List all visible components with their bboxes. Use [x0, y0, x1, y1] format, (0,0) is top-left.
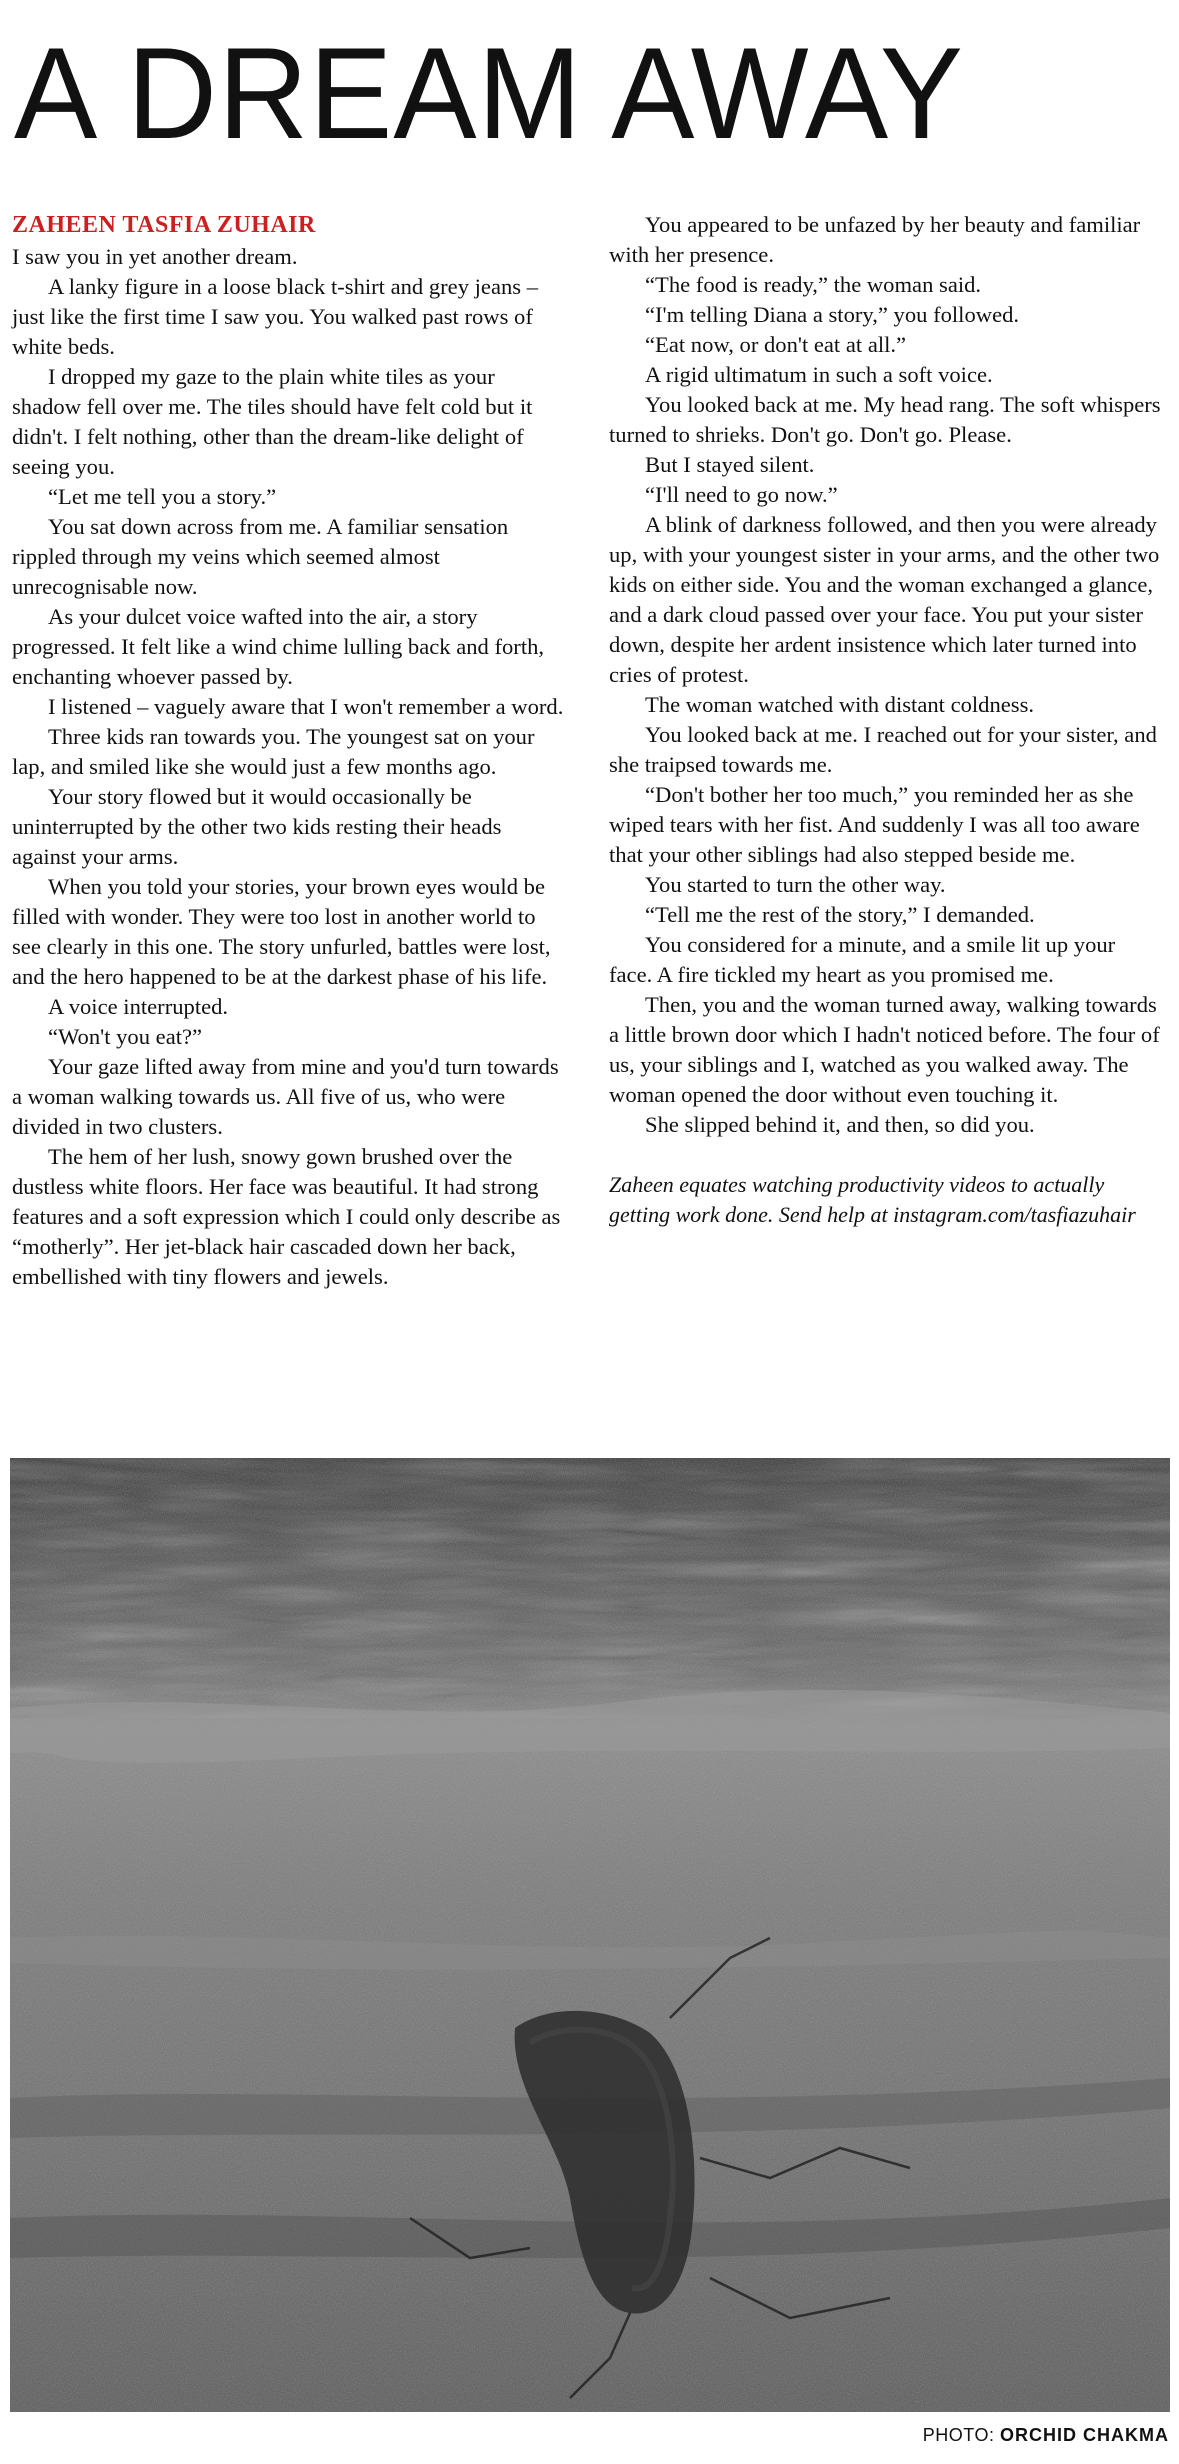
paragraph: Your gaze lifted away from mine and you'd turn towards a woman walking towards us. All five of us, who were divided in two clusters. [12, 1054, 559, 1139]
paragraph: “Won't you eat?” [48, 1024, 203, 1049]
paragraph: A lanky figure in a loose black t-shirt and grey jeans – just like the first time I saw you. You walked past rows of white beds. [12, 274, 539, 359]
paragraph: “Let me tell you a story.” [48, 484, 277, 509]
photo-credit [923, 2425, 1169, 2446]
paragraph: You looked back at me. I reached out for your sister, and she traipsed towards me. [609, 722, 1157, 777]
footprint-in-sand-image [10, 1458, 1170, 2412]
paragraph: I saw you in yet another dream. [12, 244, 298, 269]
byline: ZAHEEN TASFIA ZUHAIR [12, 212, 316, 238]
beach-footprint-photo [10, 1458, 1170, 2412]
paragraph: “Don't bother her too much,” you reminded her as she wiped tears with her fist. And suddenly I was all too aware that your other siblings had also stepped beside me. [609, 782, 1140, 867]
paragraph: You sat down across from me. A familiar sensation rippled through my veins which seemed almost unrecognisable now. [12, 514, 509, 599]
paragraph: I dropped my gaze to the plain white tiles as your shadow fell over me. The tiles should have felt cold but it didn't. I felt nothing, other than the dream-like delight of seeing you. [12, 364, 533, 479]
paragraph: Three kids ran towards you. The youngest sat on your lap, and smiled like she would just a few months ago. [12, 724, 535, 779]
paragraph: As your dulcet voice wafted into the air, a story progressed. It felt like a wind chime lulling back and forth, enchanting whoever passed by. [12, 604, 545, 689]
paragraph: “I'm telling Diana a story,” you followed. [645, 302, 1020, 327]
paragraph: Then, you and the woman turned away, walking towards a little brown door which I hadn't noticed before. The four of us, your siblings and I, watched as you walked away. The woman opened the door without even touching it. [609, 992, 1160, 1107]
paragraph: Your story flowed but it would occasionally be uninterrupted by the other two kids resting their heads against your arms. [12, 784, 502, 869]
paragraph: When you told your stories, your brown eyes would be filled with wonder. They were too lost in another world to see clearly in this one. The story unfurled, battles were lost, and the hero happened to be at the darkest phase of his life. [12, 874, 551, 989]
paragraph: A voice interrupted. [48, 994, 229, 1019]
paragraph: You appeared to be unfazed by her beauty and familiar with her presence. [609, 212, 1141, 267]
paragraph: You considered for a minute, and a smile lit up your face. A fire tickled my heart as you promised me. [609, 932, 1116, 987]
article-column-right [609, 210, 1164, 1230]
paragraph: She slipped behind it, and then, so did you. [645, 1112, 1035, 1137]
paragraph: A blink of darkness followed, and then you were already up, with your youngest sister in your arms, and the other two kids on either side. You and the woman exchanged a glance, and a dark cloud passed over your face. You put your sister down, despite her ardent insistence which later turned into cries of protest. [609, 512, 1160, 687]
paragraph: “Tell me the rest of the story,” I demanded. [645, 902, 1035, 927]
paragraph: A rigid ultimatum in such a soft voice. [645, 362, 993, 387]
photo-credit-label: PHOTO: [922, 2425, 995, 2445]
paragraph: “Eat now, or don't eat at all.” [645, 332, 907, 357]
paragraph: The woman watched with distant coldness. [645, 692, 1035, 717]
paragraph: “The food is ready,” the woman said. [645, 272, 982, 297]
author-bio: Zaheen equates watching productivity videos to actually getting work done. Send help at instagram.com/tasfiazuhair [609, 1172, 1136, 1227]
paragraph: “I'll need to go now.” [645, 482, 838, 507]
paragraph: I listened – vaguely aware that I won't remember a word. [48, 694, 564, 719]
headline: A DREAM AWAY [14, 20, 965, 166]
paragraph: You started to turn the other way. [645, 872, 946, 897]
paragraph: You looked back at me. My head rang. The soft whispers turned to shrieks. Don't go. Don't go. Please. [609, 392, 1161, 447]
article-column-left [12, 210, 567, 1292]
paragraph: But I stayed silent. [645, 452, 815, 477]
photo-credit-name: ORCHID CHAKMA [1000, 2425, 1169, 2445]
paragraph: The hem of her lush, snowy gown brushed over the dustless white floors. Her face was beautiful. It had strong features and a soft expression which I could only describe as “motherly”. Her jet-black hair cascaded down her back, embellished with tiny flowers and jewels. [12, 1144, 561, 1289]
